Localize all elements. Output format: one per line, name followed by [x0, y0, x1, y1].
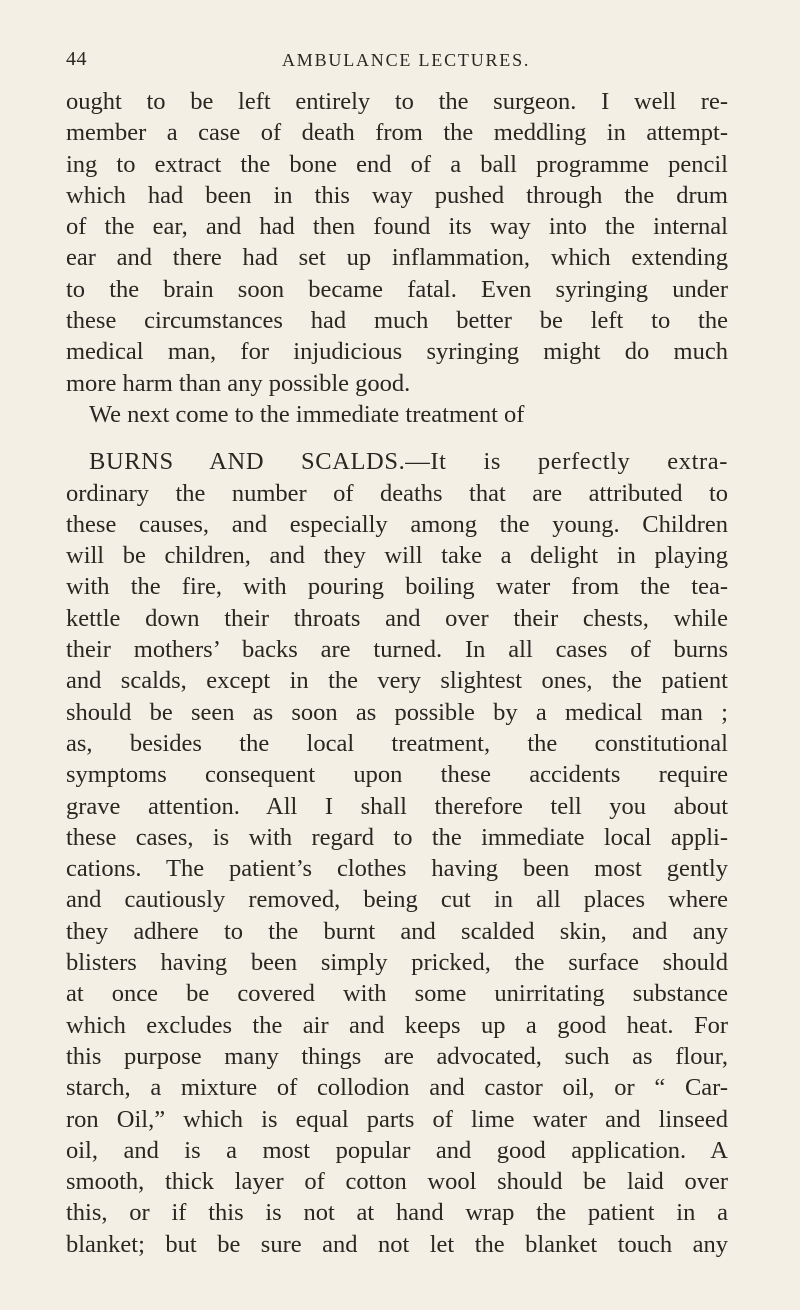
text-line: ing to extract the bone end of a ball programme pencil: [66, 150, 728, 178]
text-line: cations. The patient’s clothes having been most gently: [66, 855, 728, 883]
text-line: this, or if this is not at hand wrap the patient in a: [66, 1199, 728, 1227]
text-line: at once be covered with some unirritating substance: [66, 980, 728, 1008]
text-line: ought to be left entirely to the surgeon. I well re-: [66, 88, 728, 115]
text-line: ear and there had set up inflammation, which extending: [66, 244, 728, 272]
text-line: ordinary the number of deaths that are attributed to: [66, 479, 728, 507]
text-line: blisters having been simply pricked, the surface should: [66, 949, 728, 977]
text-line: which excludes the air and keeps up a good heat. For: [66, 1011, 728, 1039]
text-line: grave attention. All I shall therefore tell you about: [66, 792, 728, 820]
text-line: these cases, is with regard to the immediate local appli-: [66, 823, 728, 851]
text-line: and cautiously removed, being cut in all places where: [66, 886, 728, 914]
text-line: member a case of death from the meddling in attempt-: [66, 119, 728, 147]
text-line: these causes, and especially among the young. Children: [66, 510, 728, 538]
text-line: which had been in this way pushed through the drum: [66, 181, 728, 209]
running-head: [66, 48, 726, 78]
text-line: symptoms consequent upon these accidents require: [66, 761, 728, 789]
text-line: their mothers’ backs are turned. In all cases of burns: [66, 636, 728, 664]
text-line: as, besides the local treatment, the constitutional: [66, 729, 728, 757]
running-title: AMBULANCE LECTURES.: [282, 50, 531, 70]
text-line: oil, and is a most popular and good application. A: [66, 1136, 728, 1164]
text-line: starch, a mixture of collodion and castor oil, or “ Car-: [66, 1074, 728, 1102]
text-line: medical man, for injudicious syringing might do much: [66, 338, 728, 366]
text-line: ron Oil,” which is equal parts of lime water and linseed: [66, 1105, 728, 1133]
text-line: with the fire, with pouring boiling water from the tea-: [66, 573, 728, 601]
text-line: they adhere to the burnt and scalded skin, and any: [66, 917, 728, 945]
text-line: to the brain soon became fatal. Even syringing under: [66, 275, 728, 303]
text-line: of the ear, and had then found its way into the internal: [66, 213, 728, 241]
text-line: more harm than any possible good.: [66, 369, 411, 397]
text-line: smooth, thick layer of cotton wool should be laid over: [66, 1168, 728, 1196]
page-number: 44: [66, 48, 87, 70]
text-line: will be children, and they will take a delight in playing: [66, 542, 728, 570]
body-text: [66, 86, 728, 1260]
text-line: and scalds, except in the very slightest ones, the patient: [66, 667, 728, 695]
text-line: these circumstances had much better be left to the: [66, 307, 728, 335]
text-line: kettle down their throats and over their chests, while: [66, 604, 728, 632]
text-line: We next come to the immediate treatment of: [89, 400, 525, 428]
text-line: this purpose many things are advocated, such as flour,: [66, 1042, 728, 1070]
text-line: should be seen as soon as possible by a medical man ;: [66, 698, 728, 726]
section-heading-line: BURNS AND SCALDS.—It is perfectly extra-: [89, 448, 728, 476]
text-line: blanket; but be sure and not let the blanket touch any: [66, 1230, 728, 1258]
